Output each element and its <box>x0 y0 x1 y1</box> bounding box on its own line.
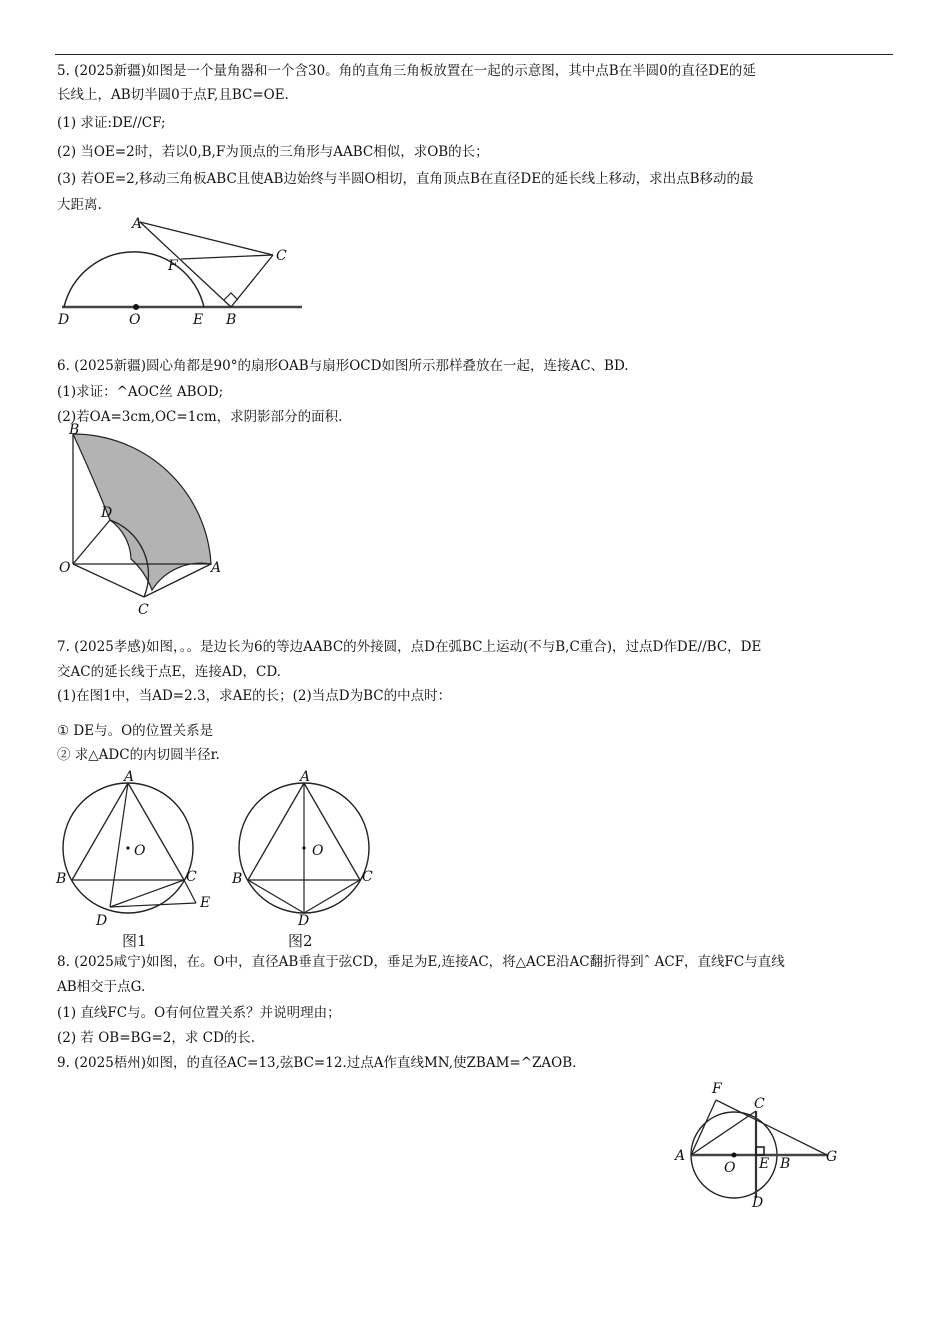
q6-label-a: A <box>211 560 222 576</box>
q5-label-e: E <box>193 312 204 328</box>
q5-line-1: 5. (2025新疆)如图是一个量角器和一个含30。角的直角三角板放置在一起的示意图，其中点B在半圆0的直径DE的延 <box>57 63 756 79</box>
q5-part-2: (2) 当OE=2时，若以0,B,F为顶点的三角形与AABC相似，求OB的长； <box>57 144 489 160</box>
q8-label-o: O <box>724 1160 736 1176</box>
q8-part-2: (2) 若 OB=BG=2，求 CD的长. <box>57 1030 256 1046</box>
q7-f2-label-d: D <box>298 913 310 929</box>
q5-figure <box>50 210 310 330</box>
q9-line-1: 9. (2025梧州)如图，的直径AC=13,弦BC=12.过点A作直线MN,使ZBAM=^ZAOB. <box>57 1055 577 1071</box>
q5-label-a: A <box>132 216 143 232</box>
q8-figure <box>670 1075 850 1210</box>
q7-f2-label-o: O <box>312 843 324 859</box>
q6-label-d: D <box>101 505 113 521</box>
q5-line-2: 长线上，AB切半圆0于点F,且BC=OE. <box>57 87 289 103</box>
q5-part-3: (3) 若OE=2,移动三角板ABC且使AB边始终与半圆O相切，直角顶点B在直径DE的延长线上移动，求出点B移动的最 <box>57 171 754 187</box>
q7-line-2: 交AC的延长线于点E，连接AD，CD. <box>57 664 281 680</box>
q7-f2-label-a: A <box>300 769 311 785</box>
q7-f2-label-c: C <box>362 869 373 885</box>
q8-label-c: C <box>754 1096 765 1112</box>
q8-label-a: A <box>675 1148 686 1164</box>
q6-label-o: O <box>59 560 71 576</box>
q7-figure-2 <box>226 763 386 953</box>
q7-f1-label-e: E <box>200 895 211 911</box>
q5-label-c: C <box>276 248 287 264</box>
q6-line-1: 6. (2025新疆)圆心角都是90°的扇形OAB与扇形OCD如图所示那样叠放在一起，连接AC、BD. <box>57 358 629 374</box>
q7-sub-1: ① DE与。O的位置关系是 <box>57 723 214 739</box>
q7-f1-label-a: A <box>124 769 135 785</box>
q7-line-3: (1)在图1中，当AD=2.3，求AE的长；(2)当点D为BC的中点时： <box>57 688 452 704</box>
q6-label-c: C <box>138 602 149 617</box>
q7-caption-2: 图2 <box>288 932 313 950</box>
q8-line-2: AB相交于点G. <box>57 979 146 995</box>
q5-label-o: O <box>129 312 141 328</box>
q6-part-2: (2)若OA=3cm,OC=1cm，求阴影部分的面积. <box>57 409 343 425</box>
q6-part-1: (1)求证：^AOC丝 ABOD; <box>57 384 224 400</box>
q8-label-f: F <box>712 1081 722 1097</box>
q8-line-1: 8. (2025咸宁)如图，在。O中，直径AB垂直于弦CD，垂足为E,连接AC，将△ACE沿AC翻折得到ˆ ACF，直线FC与直线 <box>57 954 785 970</box>
q8-label-b: B <box>780 1156 791 1172</box>
q7-figure-1 <box>50 763 220 953</box>
q7-f1-label-d: D <box>96 913 108 929</box>
q7-caption-1: 图1 <box>122 932 147 950</box>
q5-part-1: (1) 求证:DE//CF; <box>57 115 166 131</box>
q6-figure <box>55 422 235 617</box>
q5-label-b: B <box>226 312 237 328</box>
q8-label-e: E <box>759 1156 770 1172</box>
q7-line-1: 7. (2025孝感)如图，。。是边长为6的等边AABC的外接圆，点D在弧BC上运动(不与B,C重合)，过点D作DE//BC，DE <box>57 639 762 655</box>
q5-part-3-cont: 大距离. <box>57 197 102 213</box>
q7-f1-label-b: B <box>56 871 67 887</box>
q7-f1-label-o: O <box>134 843 146 859</box>
q6-label-b: B <box>69 422 80 438</box>
q8-label-g: G <box>826 1149 838 1165</box>
q8-part-1: (1) 直线FC与。O有何位置关系？并说明理由； <box>57 1005 341 1021</box>
top-rule <box>55 54 893 55</box>
q7-f2-label-b: B <box>232 871 243 887</box>
q8-label-d: D <box>752 1195 764 1210</box>
q7-sub-2: ② 求△ADC的内切圆半径r. <box>57 747 220 763</box>
q5-label-d: D <box>58 312 70 328</box>
q7-f1-label-c: C <box>186 869 197 885</box>
q5-label-f: F <box>168 258 178 274</box>
